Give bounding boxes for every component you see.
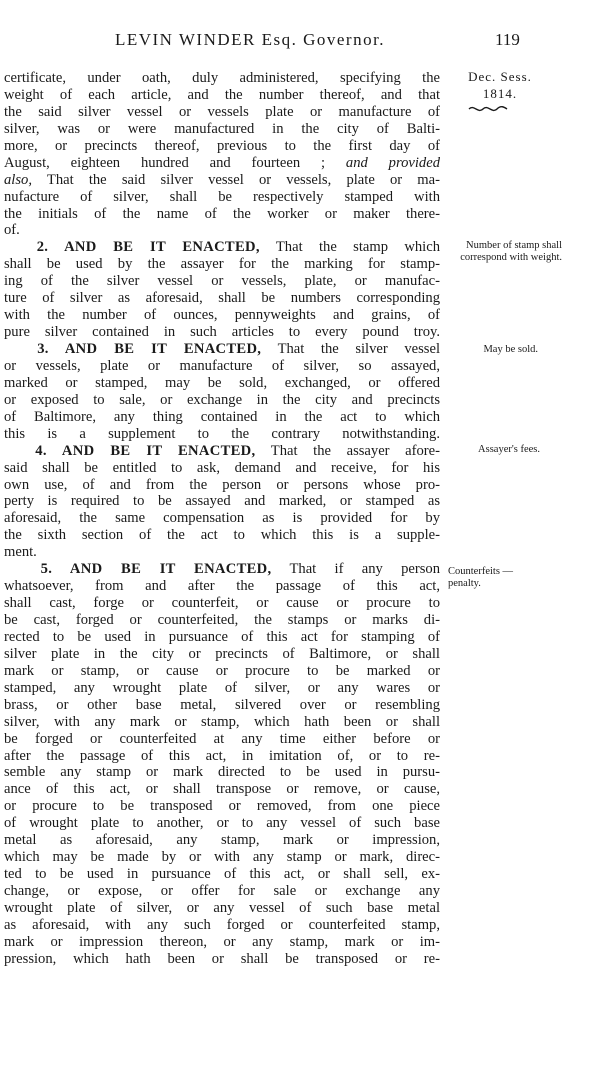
section-5-heading — [4, 561, 440, 578]
text-line: pression, which hath been or shall be transposed or re- — [4, 950, 440, 967]
margin-note-counterfeits: Counterfeits — penalty. — [448, 566, 514, 589]
italic-phrase: and provided — [345, 154, 440, 171]
text-segment: That the stamp which — [275, 239, 440, 256]
margin-note-may-be-sold: May be sold. — [483, 344, 538, 355]
session-name: Dec. Sess. — [468, 69, 532, 84]
text-line: ment. — [4, 544, 37, 561]
text-line: pure silver contained in such articles to every pound troy. — [4, 324, 440, 341]
text-line: metal as aforesaid, any stamp, mark or impression, — [4, 832, 440, 849]
text-line: be cast, forged or counterfeited, the stamps or marks di- — [4, 612, 440, 628]
section-3-heading — [4, 341, 440, 358]
text-line: mark or stamp, or cause or procure to be marked or — [4, 662, 440, 679]
text-line: whatsoever, from and after the passage of this act, — [4, 578, 440, 595]
text-line: ted to be used in pursuance of this act, or shall sell, ex- — [4, 866, 440, 883]
section-2-heading — [4, 239, 440, 256]
enacting-clause: 3. AND BE IT ENACTED, — [37, 341, 262, 357]
text-line: be forged or counterfeited at any time either before or — [4, 730, 440, 747]
text-line: after the passage of this act, in imitation of, or to re- — [4, 747, 440, 764]
enacting-clause: 5. AND BE IT ENACTED, — [40, 561, 272, 578]
text-line: stamped, any wrought plate of silver, or any wares or — [4, 679, 440, 696]
text-line: shall cast, forge or counterfeit, or cause or procure to — [4, 595, 440, 612]
text-line — [4, 172, 440, 189]
text-line: with the number of ounces, pennyweights and grains, of — [4, 307, 440, 324]
text-line: own use, of and from the person or persons whose pro- — [4, 476, 440, 493]
session-year: 1814. — [482, 86, 518, 101]
text-line: silver, with any mark or stamp, which hath been or shall — [4, 713, 440, 730]
text-line: brass, or other base metal, silvered over or resembling — [4, 696, 440, 713]
margin-note-assayer-fees: Assayer's fees. — [478, 444, 540, 455]
text-segment: That if any person — [289, 561, 440, 578]
text-line: shall be used by the assayer for the marking for stamp- — [4, 256, 440, 273]
statute-text — [4, 70, 440, 968]
text-line: marked or stamped, may be sold, exchanged, or offered — [4, 374, 440, 391]
text-line: semble any stamp or mark directed to be used in pursu- — [4, 764, 440, 781]
text-line: of. — [4, 222, 20, 239]
text-line — [4, 155, 440, 172]
section-4-heading — [4, 443, 440, 460]
text-segment: August, eighteen hundred and fourteen ; — [4, 154, 326, 171]
text-line: the initials of the name of the worker or maker there- — [4, 205, 440, 222]
text-line: aforesaid, the same compensation as is provided for by — [4, 510, 440, 527]
session-label — [440, 68, 560, 102]
text-line: the sixth section of the act to which this is a supple- — [4, 527, 440, 544]
text-line: weight of each article, and the number thereof, and that — [4, 86, 440, 103]
flourish-ornament — [468, 103, 508, 115]
text-line: silver plate in the city or precincts of Baltimore, or shall — [4, 645, 440, 662]
text-line: as aforesaid, with any such forged or counterfeited stamp, — [4, 916, 440, 933]
text-line: change, or expose, or offer for sale or exchange any — [4, 883, 440, 899]
text-segment: That the silver vessel — [277, 341, 440, 357]
text-line: of Baltimore, any thing contained in the act to which — [4, 408, 440, 425]
text-line: or procure to be transposed or removed, from one piece — [4, 798, 440, 815]
text-line: ture of silver as aforesaid, shall be numbers corresponding — [4, 290, 440, 307]
enacting-clause: 2. AND BE IT ENACTED, — [36, 239, 260, 256]
text-line: or exposed to sale, or exchange in the city and precincts — [4, 391, 440, 408]
running-head: LEVIN WINDER Esq. Governor. — [114, 30, 386, 49]
text-line: or vessels, plate or manufacture of silver, so assayed, — [4, 357, 440, 374]
text-line: said shall be entitled to ask, demand and receive, for his — [4, 459, 440, 476]
text-line: mark or impression thereon, or any stamp, mark or im- — [4, 933, 440, 950]
text-segment: That the said silver vessel or vessels, plate or ma- — [46, 171, 440, 188]
text-line: ing of the silver vessel or vessels, plate, or manufac- — [4, 273, 440, 290]
text-line: ance of this act, or shall transpose or remove, or cause, — [4, 781, 440, 798]
text-line: this is a supplement to the contrary notwithstanding. — [4, 425, 440, 442]
page-number: 119 — [495, 30, 520, 49]
text-line: certificate, under oath, duly administered, specifying the — [4, 70, 440, 86]
text-line: of wrought plate to another, or to any vessel of such base — [4, 815, 440, 832]
enacting-clause: 4. AND BE IT ENACTED, — [35, 442, 256, 459]
margin-note-stamp-weight: Number of stamp shall correspond with weight. — [460, 240, 562, 263]
text-segment: That the assayer afore- — [270, 442, 440, 459]
text-line: perty is required to be assayed and marked, or stamped as — [4, 493, 440, 510]
text-line: wrought plate of silver, or any vessel of such base metal — [4, 899, 440, 916]
text-line: rected to be used in pursuance of this act for stamping of — [4, 628, 440, 645]
text-line: silver, was or were manufactured in the city of Balti- — [4, 120, 440, 137]
text-line: which may be made by or with any stamp or mark, direc- — [4, 849, 440, 866]
text-line: more, or precincts thereof, previous to the first day of — [4, 137, 440, 154]
text-line: nufacture of silver, shall be respectively stamped with — [4, 188, 440, 205]
text-line: the said silver vessel or vessels plate or manufacture of — [4, 103, 440, 120]
italic-phrase: also, — [4, 171, 32, 188]
